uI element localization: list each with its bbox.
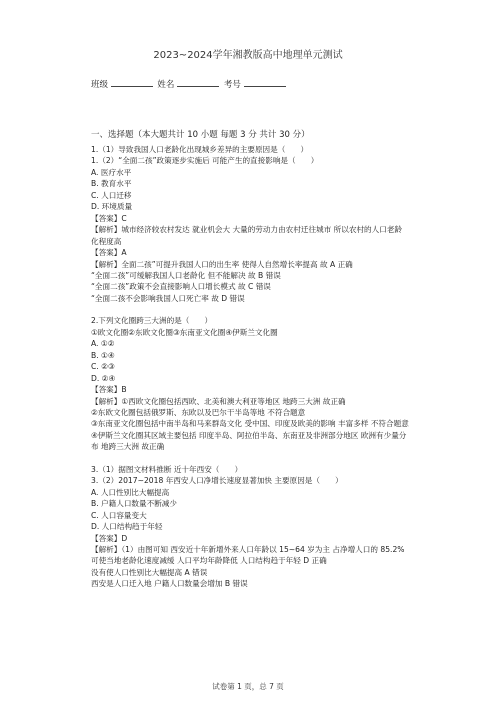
q3-option-b: B. 户籍人口数量不断减少 — [91, 499, 177, 509]
q1-option-d: D. 环境质量 — [91, 202, 133, 212]
q2-analysis-line: ④伊斯兰文化圈其区域主要包括 印度半岛、阿拉伯半岛、东南亚及非洲部分地区 欧洲有少量分布 地跨三大洲 故正确 — [91, 430, 407, 452]
page-footer: 试卷第 1 页，总 7 页 — [212, 682, 284, 691]
q1-analysis-1: 【解析】城市经济较农村发达 就业机会大 大量的劳动力由农村迁往城市 所以农村的人口老龄化程度高 — [91, 225, 402, 246]
q3-option-a: A. 人口性别比大幅提高 — [91, 487, 170, 497]
q2-option-b: B. ①④ — [91, 350, 115, 360]
q1-analysis-2-line: 【解析】全面二孩”可提升我国人口的出生率 使得人自然增长率提高 故 A 正确 — [91, 259, 353, 269]
class-field[interactable] — [111, 77, 153, 87]
question-list — [91, 144, 409, 590]
spacer — [91, 304, 409, 315]
q2-option-a: A. ①② — [91, 339, 115, 349]
section-title: 一、选择题（本大题共计 10 小题 每题 3 分 共计 30 分） — [91, 130, 310, 140]
q2-items: ①欧文化圈②东欧文化圈③东南亚文化圈④伊斯兰文化圈 — [91, 327, 278, 337]
spacer — [91, 453, 409, 464]
q2-option-c: C. ②③ — [91, 362, 115, 372]
class-label: 班级 — [91, 80, 109, 90]
q1-analysis-2-line: “全面二孩”可缓解我国人口老龄化 但不能解决 故 B 错误 — [91, 270, 281, 280]
q2-analysis-line: 【解析】①西欧文化圈包括西欧、北美和澳大利亚等地区 地跨三大洲 故正确 — [91, 396, 346, 406]
name-field[interactable] — [177, 77, 219, 87]
q3-answer: 【答案】D — [91, 533, 128, 543]
exam-no-label: 考号 — [223, 80, 241, 90]
q1-analysis-2-line: “全面二孩”政策不会直接影响人口增长模式 故 C 错误 — [91, 282, 271, 292]
q2-analysis-line: ③东南亚文化圈包括中南半岛和马来群岛文化 受中国、印度及欧美的影响 丰富多样 不符合题意 — [91, 419, 409, 429]
student-info-fields — [91, 77, 288, 90]
q3-analysis-line: 西安是人口迁入地 户籍人口数量会增加 B 错误 — [91, 579, 248, 589]
q3-option-d: D. 人口结构趋于年轻 — [91, 522, 163, 532]
q3-sub2: 3.（2）2017~2018 年西安人口净增长速度显著加快 主要原因是（ ） — [91, 476, 343, 486]
q3-option-c: C. 人口容量变大 — [91, 510, 147, 520]
q1-answer-2: 【答案】A — [91, 248, 127, 258]
q1-analysis-2-line: “全面二孩不会影响我国人口死亡率 故 D 错误 — [91, 293, 245, 303]
q2-answer: 【答案】B — [91, 385, 127, 395]
q2-analysis-line: ②东欧文化圈包括俄罗斯、东欧以及巴尔干半岛等地 不符合题意 — [91, 407, 306, 417]
q1-option-b: B. 教育水平 — [91, 179, 132, 189]
q1-option-c: C. 人口迁移 — [91, 190, 132, 200]
q1-stem: 1.（1）导致我国人口老龄化出现城乡差异的主要原因是（ ） — [91, 145, 309, 154]
q2-stem: 2.下列文化圈跨三大洲的是（ ） — [91, 316, 213, 326]
q1-answer-1: 【答案】C — [91, 213, 127, 223]
q2-option-d: D. ②④ — [91, 373, 116, 383]
name-label: 姓名 — [157, 80, 175, 90]
exam-no-field[interactable] — [244, 77, 286, 87]
q3-analysis-line: 没有使人口性别比大幅提高 A 错误 — [91, 567, 208, 577]
q1-sub2: 1.（2）“全面二孩”政策逐步实施后 可能产生的直接影响是（ ） — [91, 156, 319, 166]
q1-option-a: A. 医疗水平 — [91, 167, 132, 177]
page-title: 2023~2024学年湘教版高中地理单元测试 — [153, 50, 343, 61]
q3-stem: 3.（1）据图文材料推断 近十年西安（ ） — [91, 464, 243, 474]
q3-analysis-line: 【解析】（1）由图可知 西安近十年新增外来人口年龄以 15~64 岁为主 占净增人口的 85.2% 可使当地老龄化速度减缓 人口平均年龄降低 人口结构趋于年轻 D 正确 — [91, 544, 405, 566]
